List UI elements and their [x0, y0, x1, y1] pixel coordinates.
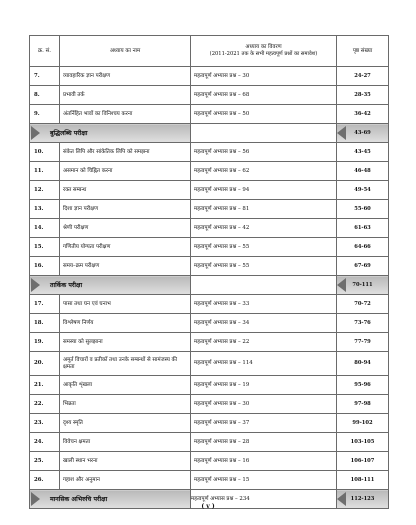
table-row	[30, 314, 389, 333]
chapter-detail: महत्वपूर्ण अभ्यास प्रश्न – 16	[191, 452, 337, 471]
chapter-detail: महत्वपूर्ण अभ्यास प्रश्न – 28	[191, 433, 337, 452]
chapter-number: 9.	[30, 105, 60, 124]
section-arrow-icon	[31, 126, 40, 140]
chapter-name: रक्त सम्बन्ध	[60, 181, 191, 200]
section-title	[30, 124, 191, 143]
chapter-number: 19.	[30, 333, 60, 352]
chapter-pages: 67-69	[337, 257, 389, 276]
section-detail	[191, 276, 337, 295]
table-row	[30, 257, 389, 276]
chapter-pages: 97-98	[337, 395, 389, 414]
table-row	[30, 162, 389, 181]
section-detail: महत्वपूर्ण अभ्यास प्रश्न – 234	[191, 490, 337, 509]
table-row	[30, 395, 389, 414]
table-row	[30, 376, 389, 395]
chapter-name: श्रेणी परीक्षण	[60, 219, 191, 238]
section-arrow-left-icon	[337, 126, 346, 140]
chapter-detail: महत्वपूर्ण अभ्यास प्रश्न – 42	[191, 219, 337, 238]
chapter-detail: महत्वपूर्ण अभ्यास प्रश्न – 33	[191, 295, 337, 314]
chapter-number: 7.	[30, 67, 60, 86]
chapter-name: भिन्नता	[60, 395, 191, 414]
chapter-number: 15.	[30, 238, 60, 257]
chapter-pages: 55-60	[337, 200, 389, 219]
chapter-number: 8.	[30, 86, 60, 105]
chapter-pages: 73-76	[337, 314, 389, 333]
chapter-number: 14.	[30, 219, 60, 238]
table-row	[30, 414, 389, 433]
chapter-name: पासा तथा घन एवं घनाभ	[60, 295, 191, 314]
header-details-subtitle: (2011-2021 तक के सभी महत्वपूर्ण प्रश्नों का समावेश)	[209, 51, 318, 57]
chapter-detail: महत्वपूर्ण अभ्यास प्रश्न – 94	[191, 181, 337, 200]
chapter-number: 23.	[30, 414, 60, 433]
chapter-pages: 70-72	[337, 295, 389, 314]
chapter-number: 20.	[30, 352, 60, 376]
table-row	[30, 86, 389, 105]
chapter-number: 26.	[30, 471, 60, 490]
chapter-detail: महत्वपूर्ण अभ्यास प्रश्न – 68	[191, 86, 337, 105]
header-details-title: अध्याय का विवरण	[245, 44, 282, 50]
section-row	[30, 276, 389, 295]
chapter-pages: 77-79	[337, 333, 389, 352]
section-pages-text: 43-69	[354, 129, 371, 136]
chapter-pages: 108-111	[337, 471, 389, 490]
chapter-detail: महत्वपूर्ण अभ्यास प्रश्न – 30	[191, 67, 337, 86]
chapter-number: 17.	[30, 295, 60, 314]
header-page: पृष्ठ संख्या	[337, 36, 389, 67]
table-row	[30, 433, 389, 452]
table-body	[30, 67, 389, 509]
chapter-name: दिशा ज्ञान परीक्षण	[60, 200, 191, 219]
chapter-detail: महत्वपूर्ण अभ्यास प्रश्न – 15	[191, 471, 337, 490]
chapter-pages: 103-105	[337, 433, 389, 452]
table-header-row	[30, 36, 389, 67]
chapter-pages: 24-27	[337, 67, 389, 86]
section-pages-text: 70-111	[352, 281, 373, 288]
chapter-detail: महत्वपूर्ण अभ्यास प्रश्न – 37	[191, 414, 337, 433]
section-pages	[337, 124, 389, 143]
section-title	[30, 276, 191, 295]
table-row	[30, 471, 389, 490]
section-arrow-left-icon	[337, 278, 346, 292]
table-row	[30, 352, 389, 376]
chapter-detail: महत्वपूर्ण अभ्यास प्रश्न – 114	[191, 352, 337, 376]
chapter-pages: 80-94	[337, 352, 389, 376]
chapter-name: प्रभावी तर्क	[60, 86, 191, 105]
chapter-number: 16.	[30, 257, 60, 276]
chapter-detail: महत्वपूर्ण अभ्यास प्रश्न – 50	[191, 105, 337, 124]
section-pages	[337, 276, 389, 295]
contents-table	[29, 35, 389, 509]
chapter-pages: 95-96	[337, 376, 389, 395]
table-row	[30, 452, 389, 471]
section-title-text: तार्किक परीक्षा	[50, 281, 83, 289]
table-row	[30, 105, 389, 124]
table-row	[30, 181, 389, 200]
chapter-name: विश्लेषण निर्णय	[60, 314, 191, 333]
chapter-pages: 36-42	[337, 105, 389, 124]
section-pages-text: 112-123	[350, 495, 375, 502]
chapter-pages: 43-45	[337, 143, 389, 162]
page-number: ( v )	[201, 503, 215, 510]
chapter-pages: 64-66	[337, 238, 389, 257]
header-details	[191, 36, 337, 67]
section-title-text: बुद्धिलब्धि परीक्षा	[50, 129, 88, 137]
table-row	[30, 219, 389, 238]
chapter-name: समस्या को सुलझाना	[60, 333, 191, 352]
chapter-pages: 46-48	[337, 162, 389, 181]
chapter-name: खाली स्थान भरना	[60, 452, 191, 471]
chapter-pages: 28-35	[337, 86, 389, 105]
chapter-name: असमान को चिह्नित करना	[60, 162, 191, 181]
chapter-detail: महत्वपूर्ण अभ्यास प्रश्न – 56	[191, 143, 337, 162]
chapter-name: दृश्य स्मृति	[60, 414, 191, 433]
table-row	[30, 238, 389, 257]
chapter-pages: 99-102	[337, 414, 389, 433]
chapter-pages: 106-107	[337, 452, 389, 471]
chapter-detail: महत्वपूर्ण अभ्यास प्रश्न – 30	[191, 395, 337, 414]
chapter-name: आकृति शृंखला	[60, 376, 191, 395]
chapter-name: विवेचन क्षमता	[60, 433, 191, 452]
chapter-pages: 61-63	[337, 219, 389, 238]
chapter-name: गहाश और अनुमान	[60, 471, 191, 490]
table-row	[30, 333, 389, 352]
chapter-detail: महत्वपूर्ण अभ्यास प्रश्न – 55	[191, 257, 337, 276]
chapter-number: 10.	[30, 143, 60, 162]
chapter-number: 11.	[30, 162, 60, 181]
chapter-detail: महत्वपूर्ण अभ्यास प्रश्न – 81	[191, 200, 337, 219]
table-row	[30, 143, 389, 162]
chapter-detail: महत्वपूर्ण अभ्यास प्रश्न – 55	[191, 238, 337, 257]
chapter-name: संकेत लिपि और सांकेतिक लिपि को समझना	[60, 143, 191, 162]
chapter-number: 25.	[30, 452, 60, 471]
chapter-detail: महत्वपूर्ण अभ्यास प्रश्न – 22	[191, 333, 337, 352]
table-row	[30, 295, 389, 314]
chapter-number: 21.	[30, 376, 60, 395]
table-row	[30, 200, 389, 219]
section-arrow-icon	[31, 278, 40, 292]
chapter-name: समय–क्रम परीक्षण	[60, 257, 191, 276]
chapter-number: 22.	[30, 395, 60, 414]
chapter-number: 24.	[30, 433, 60, 452]
chapter-number: 12.	[30, 181, 60, 200]
chapter-detail: महत्वपूर्ण अभ्यास प्रश्न – 34	[191, 314, 337, 333]
chapter-number: 13.	[30, 200, 60, 219]
chapter-detail: महत्वपूर्ण अभ्यास प्रश्न – 19	[191, 376, 337, 395]
chapter-name: अमूर्त विचारों व प्रतीकों तथा उनके सम्बन्धों से सामंजस्य की क्षमता	[60, 352, 191, 376]
chapter-number: 18.	[30, 314, 60, 333]
header-chapter: अध्याय का नाम	[60, 36, 191, 67]
header-serial: क्र. सं.	[30, 36, 60, 67]
chapter-name: गणितीय योग्यता परीक्षण	[60, 238, 191, 257]
section-title-text: मानसिक अभिरुचि परीक्षा	[50, 495, 108, 503]
chapter-detail: महत्वपूर्ण अभ्यास प्रश्न – 62	[191, 162, 337, 181]
chapter-name: व्यावहारिक ज्ञान परीक्षण	[60, 67, 191, 86]
chapter-pages: 49-54	[337, 181, 389, 200]
section-detail	[191, 124, 337, 143]
section-row	[30, 124, 389, 143]
chapter-name: अंतर्निहित भावों का विनिश्चय करना	[60, 105, 191, 124]
table-row	[30, 67, 389, 86]
